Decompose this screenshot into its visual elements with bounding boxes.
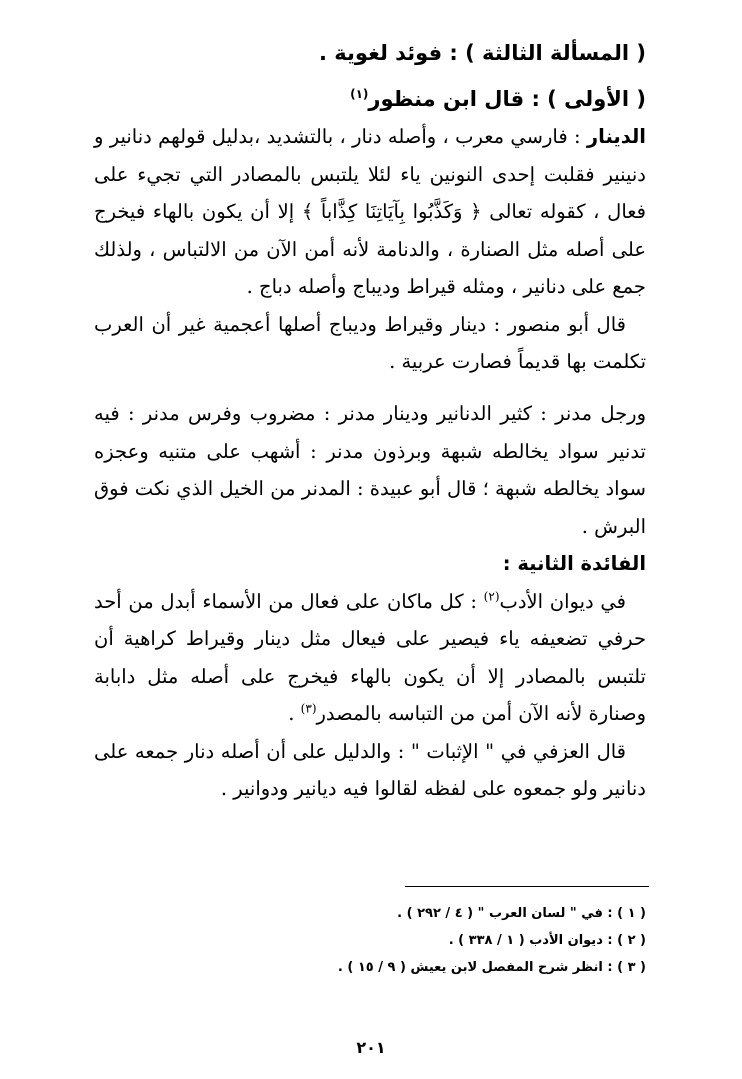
- term-dinar: الدينار: [586, 125, 646, 148]
- first-benefit-title-text: ( الأولى ) : قال ابن منظور: [368, 87, 646, 111]
- paragraph-abu-mansur-text: قال أبو منصور : دينار وقيراط وديباج أصلها أعجمية غير أن العرب تكلمت بها قديماً فصارت عربية .: [94, 312, 646, 373]
- paragraph-azafi-text: قال العزفي في " الإثبات " : والدليل على أن أصله دنار جمعه على دنانير ولو جمعوه على لفظه لقالوا فيه ديانير ودوانير .: [94, 739, 646, 800]
- footnote-3: ( ٣ ) : انظر شرح المفصل لابن يعيش ( ٩ / ١٥ ) .: [337, 960, 646, 975]
- footnote-ref-3: (٣): [300, 701, 317, 716]
- paragraph-diwan-text-a: في ديوان الأدب: [499, 589, 627, 613]
- section-title: [319, 38, 646, 68]
- footnote-divider: [405, 886, 649, 887]
- footnotes: [94, 900, 646, 981]
- footnote-2: ( ٢ ) : ديوان الأدب ( ١ / ٣٣٨ ) .: [448, 933, 646, 948]
- footnote-ref-1: (١): [350, 87, 369, 101]
- page-number: ٢٠١: [356, 1038, 386, 1057]
- paragraph-diwan-text-b: : كل ماكان على فعال من الأسماء أبدل من أحد حرفي تضعيفه ياء فيصير على فيعال مثل دينار وقيراط كراهية أن تلتبس بالمصادر إلا أن يكون بالهاء فيخرج على أصله مثل دابابة وصنارة لأنه الآن أمن من التباسه بالمصدر: [94, 589, 646, 725]
- paragraph-mudannar-text: ورجل مدنر : كثير الدنانير ودينار مدنر : مضروب وفرس مدنر : فيه تدنير سواد يخالطه شبهة وبرذون مدنر : أشهب على متنيه وعجزه سواد يخالطه شبهة ؛ قال أبو عبيدة : المدنر من الخيل الذي نكت فوق البرش .: [94, 402, 646, 538]
- second-benefit-title: [94, 545, 646, 583]
- footnote-ref-2: (٢): [483, 589, 500, 603]
- main-text-block-1: [94, 118, 646, 381]
- paragraph-azafi: [94, 733, 646, 808]
- section-title-text: ( المسألة الثالثة ) : فوئد لغوية .: [319, 41, 646, 65]
- paragraph-dinar-text: : فارسي معرب ، وأصله دنار ، بالتشديد ،بدليل قولهم دنانير و دنينير فقلبت إحدى النونين ياء لئلا يلتبس بالمصادر التي تجيء على فعال ، كقوله تعالى ﴿ وَكَذَّبُوا بِآيَاتِنَا كِذَّاباً ﴾ إلا أن يكون بالهاء فيخرج على أصله مثل الصنارة ، والدنامة لأنه أمن الآن من الالتباس ، ولذلك جمع على دنانير ، ومثله قيراط وديباج وأصله دباج .: [94, 125, 646, 298]
- first-benefit-title: [350, 84, 646, 114]
- paragraph-abu-mansur: [94, 306, 646, 381]
- paragraph-diwan: [94, 583, 646, 733]
- second-benefit-title-text: الفائدة الثانية :: [502, 552, 646, 575]
- main-text-block-2: [94, 395, 646, 808]
- paragraph-diwan-text-c: .: [288, 702, 301, 725]
- footnote-1: ( ١ ) : في " لسان العرب " ( ٤ / ٢٩٢ ) .: [397, 906, 646, 921]
- paragraph-mudannar: [94, 395, 646, 545]
- paragraph-dinar: [94, 118, 646, 306]
